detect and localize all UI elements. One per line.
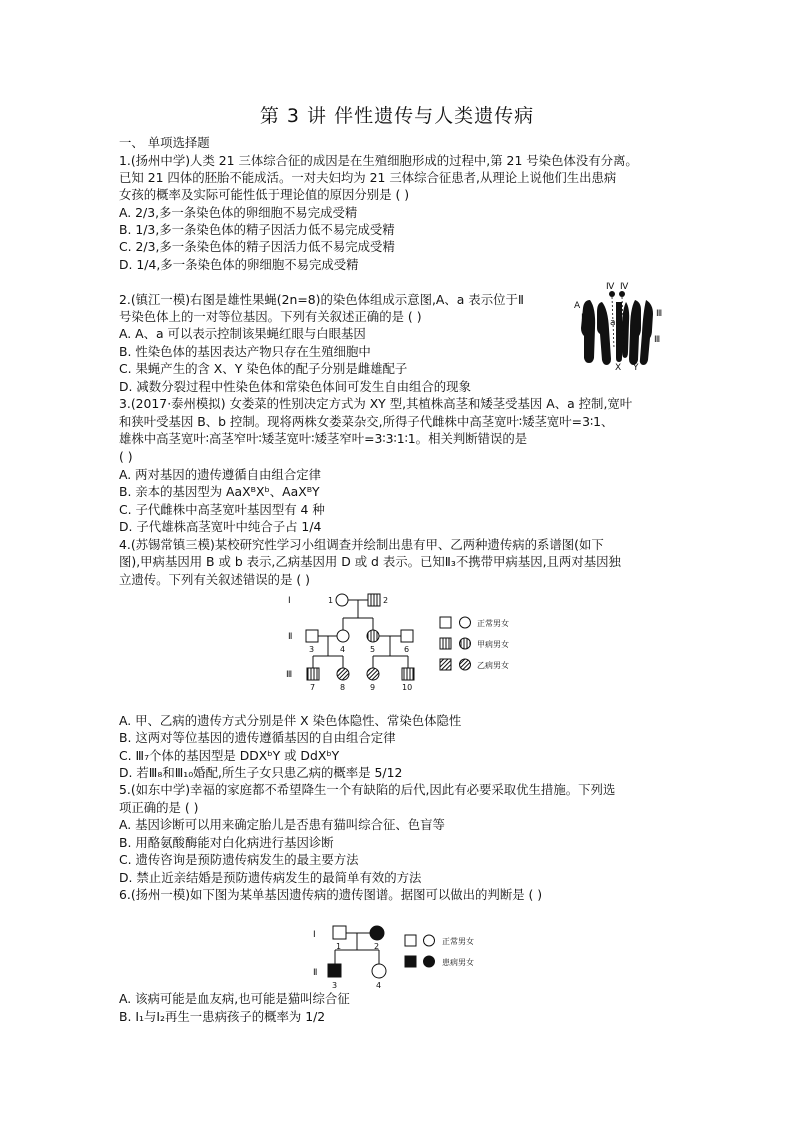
ped6-num: 2 [374,942,380,951]
q6-stem-line: 6.(扬州一模)如下图为某单基因遗传病的遗传图谱。据图可以做出的判断是 ( ) [119,887,543,902]
q6-option-a: A. 该病可能是血友病,也可能是猫叫综合征 [119,991,350,1006]
q5-stem-line: 5.(如东中学)幸福的家庭都不希望降生一个有缺陷的后代,因此有必要采取优生措施。下列选 [119,782,616,797]
ped6-gen-ii: Ⅱ [313,968,318,978]
chromosome-x [616,302,622,362]
q3-stem-line: 雄株中高茎宽叶∶高茎窄叶∶矮茎宽叶∶矮茎窄叶=3∶3∶1∶1。相关判断错误的是 [119,431,528,446]
q2-option-d: D. 减数分裂过程中性染色体和常染色体间可发生自由组合的现象 [119,379,471,394]
q3-option-c: C. 子代雌株中高茎宽叶基因型有 4 种 [119,502,325,517]
q4-option-d: D. 若Ⅲ₈和Ⅲ₁₀婚配,所生子女只患乙病的概率是 5/12 [119,765,403,780]
ped4-gen-iii: Ⅲ [286,670,293,680]
q5-option-a: A. 基因诊断可以用来确定胎儿是否患有猫叫综合征、色盲等 [119,817,445,832]
chromosome-iii-left [629,300,641,365]
q4-stem-line: 图),甲病基因用 B 或 b 表示,乙病基因用 D 或 d 表示。已知Ⅱ₃不携带甲病基因,且两对基因独 [119,554,621,569]
chromosome-figure [572,278,672,373]
q4-stem-line: 4.(苏锡常镇三模)某校研究性学习小组调查并绘制出患有甲、乙两种遗传病的系谱图(如下 [119,537,604,552]
label-gene-a: a [610,318,616,328]
q3-option-a: A. 两对基因的遗传遵循自由组合定律 [119,467,321,482]
ped4-ii6 [401,630,413,642]
ped4-gen-ii: Ⅱ [288,632,293,642]
q1-option-b: B. 1/3,多一条染色体的精子因活力低不易完成受精 [119,222,395,237]
legend4-label: 正常男女 [477,619,509,628]
q5-option-b: B. 用酪氨酸酶能对白化病进行基因诊断 [119,835,334,850]
ped4-ii4 [337,630,349,642]
ped4-num: 4 [340,645,346,654]
q1-option-d: D. 1/4,多一条染色体的卵细胞不易完成受精 [119,257,359,272]
ped4-gen-i: Ⅰ [288,596,291,606]
q5-stem-line: 项正确的是 ( ) [119,800,199,815]
ped4-num: 2 [383,596,389,605]
ped4-num: 9 [370,683,376,692]
q3-option-d: D. 子代雄株高茎宽叶中纯合子占 1/4 [119,519,322,534]
q2-stem-line: 号染色体上的一对等位基因。下列有关叙述正确的是 ( ) [119,309,422,324]
ped6-ii3 [328,964,341,977]
legend6-normal-male [405,935,416,946]
q4-stem-line: 立遗传。下列有关叙述错误的是 ( ) [119,572,311,587]
label-ii-top: Ⅱ [581,313,586,323]
ped4-iii8 [337,668,349,680]
ped6-num: 3 [332,981,338,990]
label-gene-A: A [574,301,581,311]
q4-pedigree [280,588,520,698]
label-iii-bottom: Ⅲ [654,335,661,345]
ped4-iii9 [367,668,379,680]
chromosome-iii-right [640,300,653,365]
q1-option-a: A. 2/3,多一条染色体的卵细胞不易完成受精 [119,205,358,220]
q2-option-a: A. A、a 可以表示控制该果蝇红眼与白眼基因 [119,326,366,341]
q6-pedigree [305,920,505,992]
ped6-i1 [333,926,346,939]
legend4-b-female [460,659,471,670]
label-iv-left: Ⅳ [606,282,615,292]
label-x: X [615,363,622,373]
legend6-label: 正常男女 [442,937,474,946]
ped4-num: 8 [340,683,346,692]
q3-stem-line: ( ) [119,449,133,464]
page-title: 第 3 讲 伴性遗传与人类遗传病 [259,105,535,127]
section-heading: 一、 单项选择题 [119,135,210,150]
ped4-num: 1 [328,596,334,605]
label-ii-bottom: Ⅱ [584,331,589,341]
label-y: Y [633,363,639,373]
q3-stem-line: 和狭叶受基因 B、b 控制。现将两株女娄菜杂交,所得子代雌株中高茎宽叶∶矮茎宽叶=3∶1、 [119,414,614,429]
q1-stem-line: 1.(扬州中学)人类 21 三体综合征的成因是在生殖细胞形成的过程中,第 21 号染色体没有分离。 [119,153,638,168]
ped4-iii10 [402,668,414,680]
q2-stem-line: 2.(镇江一模)右图是雄性果蝇(2n=8)的染色体组成示意图,A、a 表示位于Ⅱ [119,292,524,307]
q2-option-b: B. 性染色体的基因表达产物只存在生殖细胞中 [119,344,371,359]
legend4-label: 甲病男女 [477,640,509,649]
q4-option-b: B. 这两对等位基因的遗传遵循基因的自由组合定律 [119,730,396,745]
chromosome-ii-right [597,302,611,365]
legend4-label: 乙病男女 [477,661,509,670]
q1-option-c: C. 2/3,多一条染色体的精子因活力低不易完成受精 [119,239,395,254]
ped6-ii4 [372,964,386,978]
legend4-a-male [440,638,451,649]
legend4-normal-female [460,617,471,628]
legend6-affected-female [424,956,435,967]
q3-stem-line: 3.(2017·泰州模拟) 女娄菜的性别决定方式为 XY 型,其植株高茎和矮茎受基因 A、a 控制,宽叶 [119,396,633,411]
ped4-num: 3 [309,645,315,654]
q2-option-c: C. 果蝇产生的含 X、Y 染色体的配子分别是雌雄配子 [119,361,408,376]
ped4-i2 [368,594,380,606]
legend6-normal-female [424,935,435,946]
ped4-iii7 [307,668,319,680]
ped4-ii5 [367,630,379,642]
q1-stem-line: 女孩的概率及实际可能性低于理论值的原因分别是 ( ) [119,187,410,202]
q4-option-c: C. Ⅲ₇个体的基因型是 DDXᵇY 或 DdXᵇY [119,748,340,763]
legend6-affected-male [405,956,416,967]
ped4-num: 6 [404,645,410,654]
q3-option-b: B. 亲本的基因型为 AaXᴮXᵇ、AaXᴮY [119,484,320,499]
legend6-label: 患病男女 [442,958,474,967]
q1-stem-line: 已知 21 四体的胚胎不能成活。一对夫妇均为 21 三体综合征患者,从理论上说他们生出患病 [119,170,617,185]
label-iii-top: Ⅲ [656,309,663,319]
ped4-num: 10 [402,683,413,692]
ped6-i2 [370,926,384,940]
q5-option-c: C. 遗传咨询是预防遗传病发生的最主要方法 [119,852,359,867]
ped6-num: 4 [376,981,382,990]
legend4-a-female [460,638,471,649]
ped6-gen-i: Ⅰ [313,930,316,940]
ped4-ii3 [306,630,318,642]
legend4-b-male [440,659,451,670]
ped6-num: 1 [336,942,342,951]
ped4-i1 [336,594,348,606]
ped4-num: 5 [370,645,376,654]
legend4-normal-male [440,617,451,628]
label-iv-right: Ⅳ [620,282,629,292]
q5-option-d: D. 禁止近亲结婚是预防遗传病发生的最简单有效的方法 [119,870,422,885]
q4-option-a: A. 甲、乙病的遗传方式分别是伴 X 染色体隐性、常染色体隐性 [119,713,462,728]
ped4-num: 7 [310,683,316,692]
q6-option-b: B. Ⅰ₁与Ⅰ₂再生一患病孩子的概率为 1/2 [119,1009,326,1024]
